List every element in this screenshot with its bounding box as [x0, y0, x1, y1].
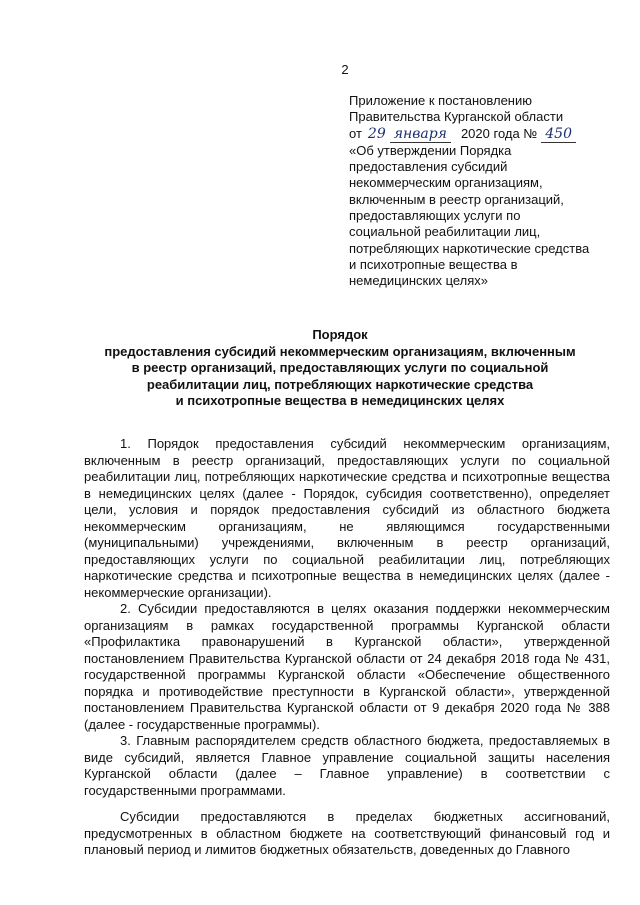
- appendix-line: немедицинских целях»: [349, 273, 489, 289]
- date-day-handwritten: 29: [367, 125, 386, 142]
- appendix-line-2: Правительства Курганской области: [349, 109, 564, 125]
- title-line: реабилитации лиц, потребляющих наркотические средства: [146, 376, 534, 392]
- appendix-line: потребляющих наркотические средства: [349, 240, 590, 256]
- date-month-handwritten: января: [390, 126, 451, 143]
- appendix-line: «Об утверждении Порядка: [349, 142, 512, 158]
- appendix-line: предоставления субсидий: [349, 159, 508, 175]
- title-line: в реестр организаций, предоставляющих услуги по социальной: [131, 360, 549, 376]
- appendix-line: предоставляющих услуги по: [349, 208, 521, 224]
- appendix-line: и психотропные вещества в: [349, 256, 518, 272]
- date-year-text: 2020 года №: [460, 125, 538, 141]
- appendix-date-line: [349, 126, 619, 143]
- title-heading: Порядок: [312, 327, 368, 342]
- appendix-line: социальной реабилитации лиц,: [349, 224, 541, 240]
- paragraph-1: 1. Порядок предоставления субсидий некоммерческим организациям, включенным в реестр организаций, предоставляющих услуги по социальной реабилитации лиц, потребляющих наркотические средства и психотропные вещества в немедицинских целях (далее - Порядок, субсидия соответственно), определяет цели, условия и порядок предоставления субсидий из областного бюджета некоммерческим организациям, не являющимся государственными (муниципальными) учреждениями, включенным в реестр организаций, предоставляющих услуги по социальной реабилитации лиц, потребляющих наркотические средства и психотропные вещества в немедицинских целях (далее - некоммерческие организации).: [84, 436, 610, 600]
- title-line: и психотропные вещества в немедицинских целях: [175, 393, 505, 409]
- title-line: предоставления субсидий некоммерческим организациям, включенным: [104, 343, 576, 359]
- date-prefix: от: [349, 125, 362, 141]
- paragraph-3: 3. Главным распорядителем средств областного бюджета, предоставляемых в виде субсидий, является Главное управление социальной защиты населения Курганской области (далее – Главное управление) в соответствии с государственными программами.: [84, 733, 610, 798]
- doc-number-handwritten: 450: [541, 126, 576, 143]
- page-number: 2: [341, 62, 349, 77]
- appendix-block: [349, 93, 619, 290]
- document-title: [40, 327, 640, 410]
- paragraph-2: 2. Субсидии предоставляются в целях оказания поддержки некоммерческим организациям в рамках государственной программы Курганской области «Профилактика правонарушений в Курганской области», утвержденной постановлением Правительства Курганской области от 24 декабря 2018 года № 431, государственной программы Курганской области «Обеспечение общественного порядка и противодействие преступности в Курганской области», утвержденной постановлением Правительства Курганской области от 9 декабря 2020 года № 388 (далее - государственные программы).: [84, 601, 610, 732]
- appendix-line-1: Приложение к постановлению: [349, 93, 532, 108]
- appendix-line: некоммерческим организациям,: [349, 175, 543, 191]
- document-body: [84, 436, 610, 859]
- paragraph-4: Субсидии предоставляются в пределах бюджетных ассигнований, предусмотренных в областном бюджете на соответствующий финансовый год и плановый период и лимитов бюджетных обязательств, доведенных до Главного: [84, 809, 610, 857]
- appendix-line: включенным в реестр организаций,: [349, 191, 564, 207]
